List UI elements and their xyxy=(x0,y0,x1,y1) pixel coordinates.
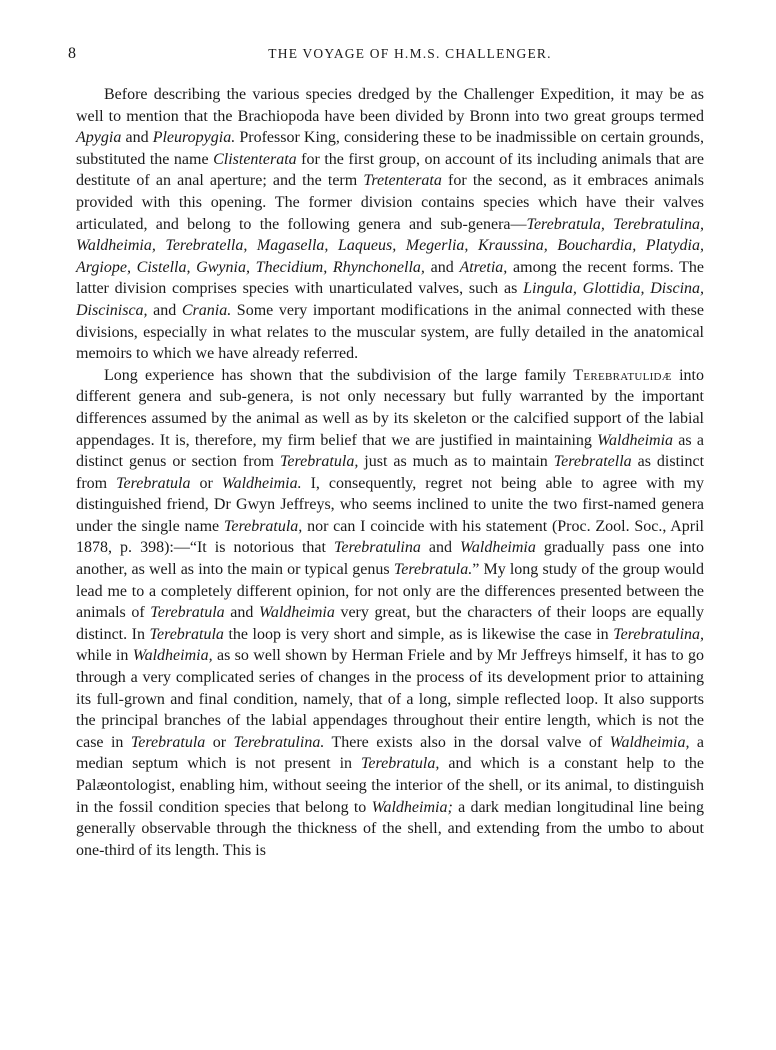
italic-run: Terebratula xyxy=(150,604,225,622)
text-run: just as much as to maintain xyxy=(358,453,554,471)
text-run: and xyxy=(424,258,460,276)
text-run: into different genera and sub-genera, is not only necessary but fully warranted by the important differences assumed by the animal as well as by its skeleton or the calcified support of the labial appendages. It is, therefore, my firm belief that we are justified in maintaining xyxy=(76,366,705,449)
text-run: for the second, as it embraces animals provided with this opening. The former division contains species which have their valves articulated, and belong to the following genera and sub-genera— xyxy=(76,172,704,233)
text-run: and xyxy=(420,539,461,557)
page-header xyxy=(68,42,704,66)
italic-run: Clistenterata xyxy=(213,150,297,168)
running-title: THE VOYAGE OF H.M.S. CHALLENGER. xyxy=(268,46,552,61)
text-run: a dark median longitudinal line being generally observable through the thickness of the shell, and extending from the umbo to about one-third of its length. This is xyxy=(76,798,704,859)
italic-run: Pleuropygia. xyxy=(152,129,236,147)
text-run: and xyxy=(121,129,153,147)
text-run: or xyxy=(190,474,222,492)
text-run: or xyxy=(205,733,234,751)
italic-run: Waldheimia; xyxy=(371,798,453,816)
italic-run: Terebratulina xyxy=(334,539,421,557)
text-run: and xyxy=(147,301,182,319)
italic-run: Terebratula. xyxy=(393,561,473,579)
text-run: Professor King, considering these to be inadmissible on certain grounds, substituted the name xyxy=(76,129,704,168)
text-run: as a distinct genus or section from xyxy=(76,431,704,471)
italic-run: Tretenterata xyxy=(363,172,442,190)
text-run: among the recent forms. The latter division comprises species with unarticulated valves, such as xyxy=(76,258,704,298)
text-run: a median septum which is not present in xyxy=(76,733,705,773)
italic-run: Waldheimia xyxy=(460,539,536,557)
text-run: There exists also in the dorsal valve of xyxy=(324,733,610,751)
text-run: while in xyxy=(76,647,133,665)
text-run: Long experience has shown that the subdivision of the large family xyxy=(104,366,574,384)
italic-run: Terebratula, Terebratulina, Waldheimia, Terebratella, Magasella, Laqueus, Megerlia, Kraussina, Bouchardia, Platydia, Argiope, Cistella, Gwynia, Thecidium, Rhynchonella, xyxy=(76,215,705,276)
body-text xyxy=(76,84,704,861)
italic-run: Apygia xyxy=(76,129,122,147)
text-run: very great, but the characters of their loops are equally distinct. In xyxy=(76,604,704,643)
page xyxy=(68,42,705,861)
italic-run: Crania. xyxy=(181,301,232,319)
italic-run: Terebratulina, xyxy=(613,625,705,643)
italic-run: Waldheimia, xyxy=(609,733,690,751)
text-run: the loop is very short and simple, as is likewise the case in xyxy=(223,625,614,643)
text-run: for the first group, on account of its including animals that are destitute of an anal aperture; and the term xyxy=(76,150,705,190)
italic-run: Terebratula, xyxy=(279,453,359,471)
text-run: and xyxy=(224,604,259,622)
italic-run: Waldheimia, xyxy=(132,647,213,665)
italic-run: Waldheimia xyxy=(258,604,335,622)
italic-run: Waldheimia xyxy=(597,431,674,449)
italic-run: Atretia, xyxy=(459,258,508,276)
text-run: and which is a constant help to the Palæontologist, enabling him, without seeing the interior of the shell, or its animal, to distinguish in the fossil condition species that belong to xyxy=(76,755,704,816)
text-run: as distinct from xyxy=(76,453,705,492)
text-run: I, consequently, regret not being able to agree with my distinguished friend, Dr Gwyn Jeffreys, who seems inclined to unite the two first-named genera under the single name xyxy=(76,474,704,535)
italic-run: Terebratula, xyxy=(360,755,440,773)
italic-run: Waldheimia. xyxy=(221,474,302,492)
paragraph xyxy=(76,365,704,862)
text-run: ” My long study of the group would lead me to a completely different opinion, for not only are the differences presented between the animals of xyxy=(76,561,704,622)
paragraph xyxy=(76,84,704,365)
italic-run: Terebratula xyxy=(149,625,224,643)
text-run: Before describing the various species dredged by the Challenger Expedition, it may be as well to mention that the Brachiopoda have been divided by Bronn into two great groups termed xyxy=(76,86,704,125)
text-run: as so well shown by Herman Friele and by Mr Jeffreys himself, it has to go through a very complicated series of changes in the process of its development prior to attaining its full-grown and final condition, namely, that of a long, simple reflected loop. It also supports the principal branches of the labial appendages throughout their entire length, which is not the case in xyxy=(76,647,704,751)
text-run: gradually pass one into another, as well as into the main or typical genus xyxy=(76,539,704,579)
italic-run: Terebratula xyxy=(130,733,206,751)
italic-run: Terebratella xyxy=(553,453,632,471)
italic-run: Terebratulina. xyxy=(233,733,325,751)
italic-run: Lingula, Glottidia, Discina, Discinisca, xyxy=(76,280,705,319)
text-run: Some very important modifications in the animal connected with these divisions, especially in what relates to the muscular system, are fully detailed in the anatomical memoirs to which we have already referred. xyxy=(76,301,704,363)
small-caps-run: Terebratulidæ xyxy=(573,366,672,384)
italic-run: Terebratula xyxy=(116,474,191,492)
page-number: 8 xyxy=(68,45,76,62)
italic-run: Terebratula, xyxy=(223,517,303,535)
text-run: nor can I coincide with his statement (Proc. Zool. Soc., April 1878, p. 398):—“It is notorious that xyxy=(76,517,705,557)
